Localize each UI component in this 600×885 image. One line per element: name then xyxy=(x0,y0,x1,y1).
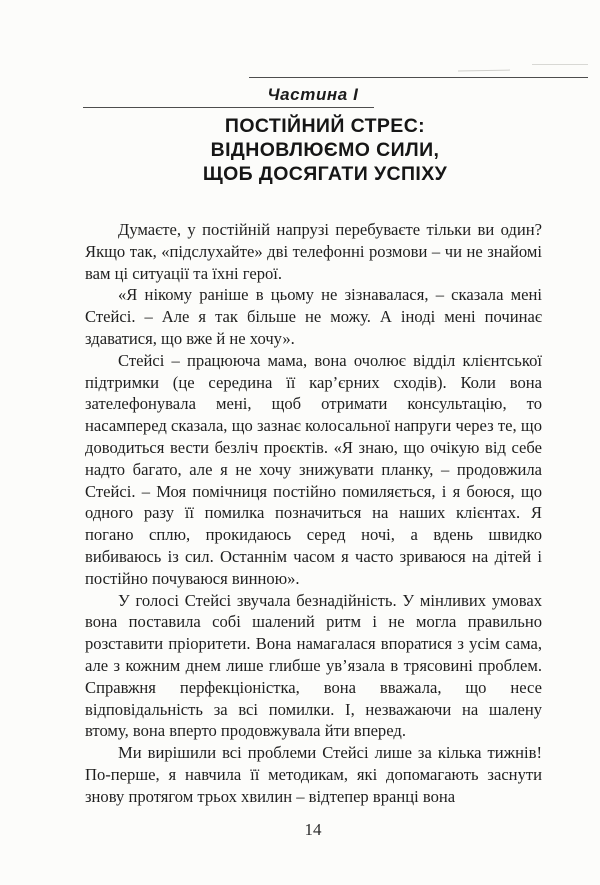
paragraph: «Я нікому раніше в цьому не зізнавалася, – сказала мені Стейсі. – Але я так більше не можу. А іноді мені починає здаватися, що вже й не хочу». xyxy=(85,285,542,348)
paragraph: Ми вирішили всі проблеми Стейсі лише за кілька тижнів! По-перше, я навчила її методикам, які допомагають заснути знову протягом трьох хвилин – відтепер вранці вона xyxy=(85,743,542,806)
chapter-title xyxy=(90,114,560,186)
part-divider-bottom-rule xyxy=(83,107,374,108)
paragraph: Думаєте, у постійній напрузі перебуваєте тільки ви один? Якщо так, «підслухайте» дві телефонні розмови – чи не знайомі вам ці ситуації та їхні герої. xyxy=(85,220,542,283)
chapter-title-line-1: ПОСТІЙНИЙ СТРЕС: xyxy=(224,115,426,137)
paragraph: У голосі Стейсі звучала безнадійність. У мінливих умовах вона поставила собі шалений ритм і не могла правильно розставити пріоритети. Вона намагалася впоратися з усім сама, але з кожним днем лише глибше ув’язала в трясовині проблем. Справжня перфекціоністка, вона вважала, що несе відповідальність за всі помилки. І, незважаючи на шалену втому, вона вперто продовжувала йти вперед. xyxy=(85,590,542,741)
part-divider-top-rule xyxy=(249,77,588,78)
scan-artifact xyxy=(458,70,510,72)
part-label: Частина I xyxy=(267,85,359,104)
chapter-title-line-3: ЩОБ ДОСЯГАТИ УСПІХУ xyxy=(202,163,448,185)
paragraph: Стейсі – працююча мама, вона очолює відділ клієнтської підтримки (це середина її кар’єрних сходів). Коли вона зателефонувала мені, щоб отримати консультацію, то насамперед сказала, що зазнає колосальної напруги через те, що доводиться вести безліч проєктів. «Я знаю, що очікую від себе надто багато, але я не хочу знижувати планку, – продовжила Стейсі. – Моя помічниця постійно помиляється, і я боюся, що одного разу її помилка позначиться на наших клієнтах. Я погано сплю, прокидаюсь серед ночі, а вдень швидко вибиваюсь із сил. Останнім часом я часто зриваюся на дітей і постійно почуваюся винною». xyxy=(85,350,542,588)
body-text xyxy=(85,219,542,808)
scan-artifact xyxy=(532,64,588,65)
page-number: 14 xyxy=(304,820,322,839)
chapter-title-line-2: ВІДНОВЛЮЄМО СИЛИ, xyxy=(210,139,440,161)
